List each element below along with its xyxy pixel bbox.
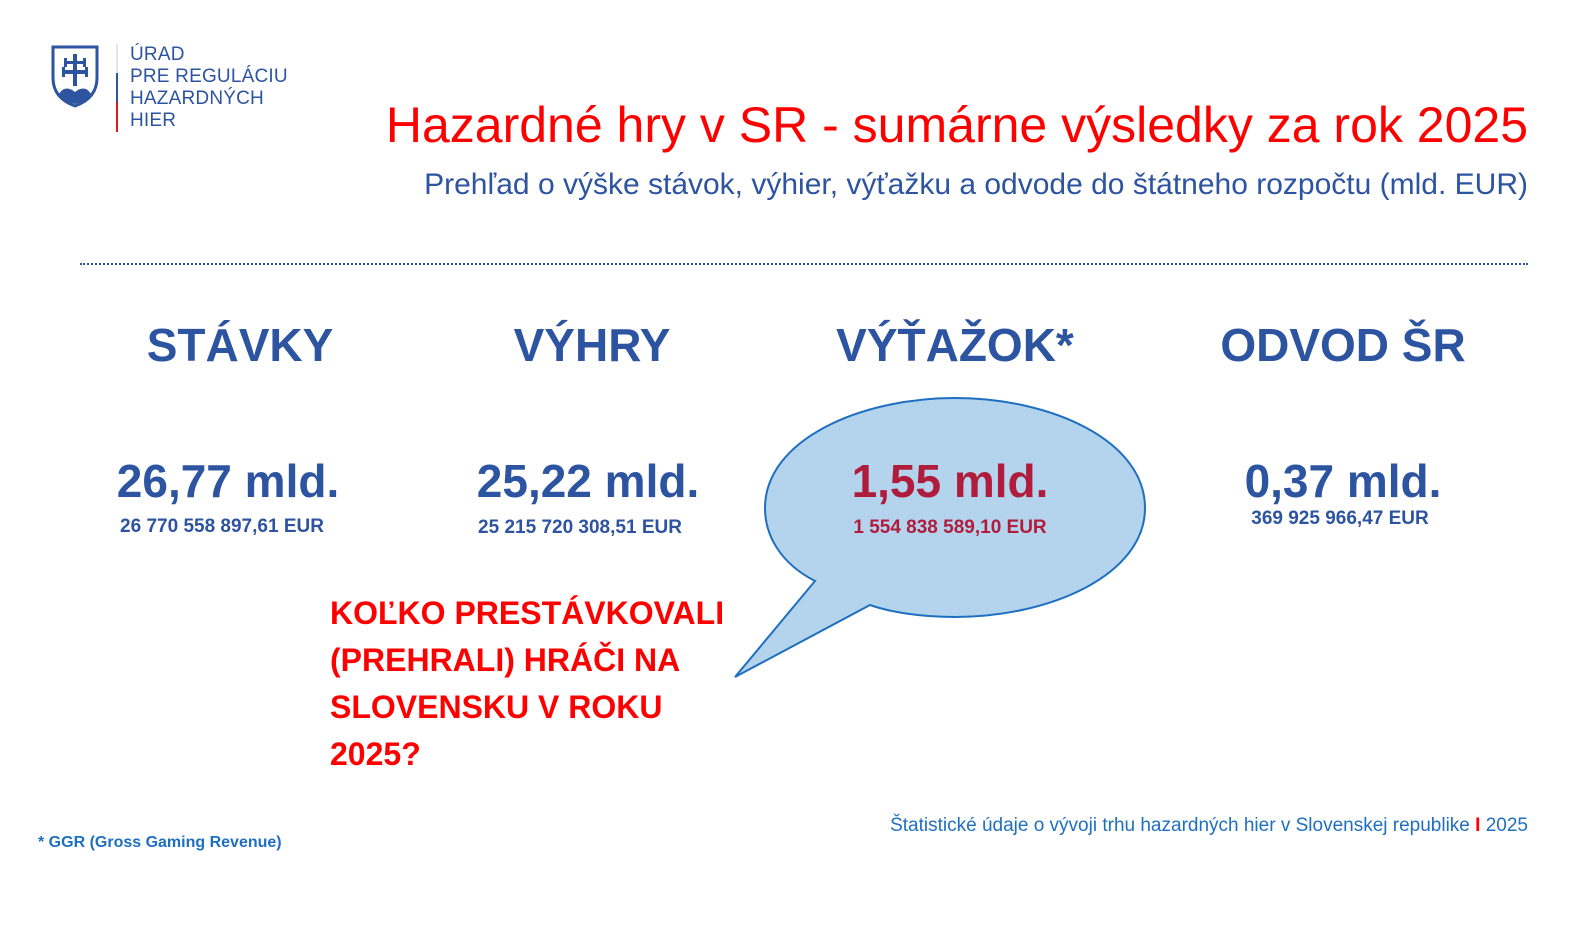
- source-separator: I: [1475, 815, 1481, 836]
- speech-bubble: [730, 395, 1150, 685]
- exact-odvod: 369 925 966,47 EUR: [1251, 508, 1429, 529]
- heading-vytazok: VÝŤAŽOK*: [836, 319, 1074, 371]
- page-subtitle: Prehľad o výške stávok, výhier, výťažku a odvode do štátneho rozpočtu (mld. EUR): [424, 168, 1528, 201]
- source-text: Štatistické údaje o vývoji trhu hazardných hier v Slovenskej republike: [890, 815, 1470, 836]
- exact-vyhry: 25 215 720 308,51 EUR: [478, 517, 682, 538]
- value-odvod: 0,37 mld.: [1244, 455, 1442, 507]
- logo-line: HIER: [130, 110, 177, 131]
- callout-line: 2025?: [330, 736, 421, 772]
- heading-vyhry: VÝHRY: [513, 319, 671, 371]
- page-title: Hazardné hry v SR - sumárne výsledky za rok 2025: [385, 97, 1528, 153]
- exact-vytazok: 1 554 838 589,10 EUR: [853, 517, 1047, 538]
- heading-odvod: ODVOD ŠR: [1220, 319, 1466, 371]
- heading-stavky: STÁVKY: [146, 319, 334, 371]
- callout-line: KOĽKO PRESTÁVKOVALI: [330, 595, 725, 631]
- value-stavky: 26,77 mld.: [116, 455, 340, 507]
- source-line: [890, 815, 1528, 837]
- footnote: * GGR (Gross Gaming Revenue): [38, 834, 282, 851]
- authority-logo: [50, 44, 320, 136]
- slovak-coat-of-arms-icon: [50, 44, 100, 108]
- logo-line: ÚRAD: [130, 44, 185, 65]
- value-vyhry: 25,22 mld.: [476, 455, 700, 507]
- exact-stavky: 26 770 558 897,61 EUR: [120, 516, 324, 537]
- callout-line: (PREHRALI) HRÁČI NA: [330, 642, 681, 678]
- dotted-divider: [80, 263, 1528, 265]
- logo-line: PRE REGULÁCIU: [130, 66, 288, 87]
- logo-tricolor-bar: [116, 44, 118, 132]
- logo-line: HAZARDNÝCH: [130, 88, 264, 109]
- callout-line: SLOVENSKU V ROKU: [330, 689, 663, 725]
- logo-text: [130, 44, 288, 132]
- value-vytazok: 1,55 mld.: [851, 455, 1049, 507]
- source-year: 2025: [1485, 815, 1528, 836]
- callout-question: [330, 590, 750, 778]
